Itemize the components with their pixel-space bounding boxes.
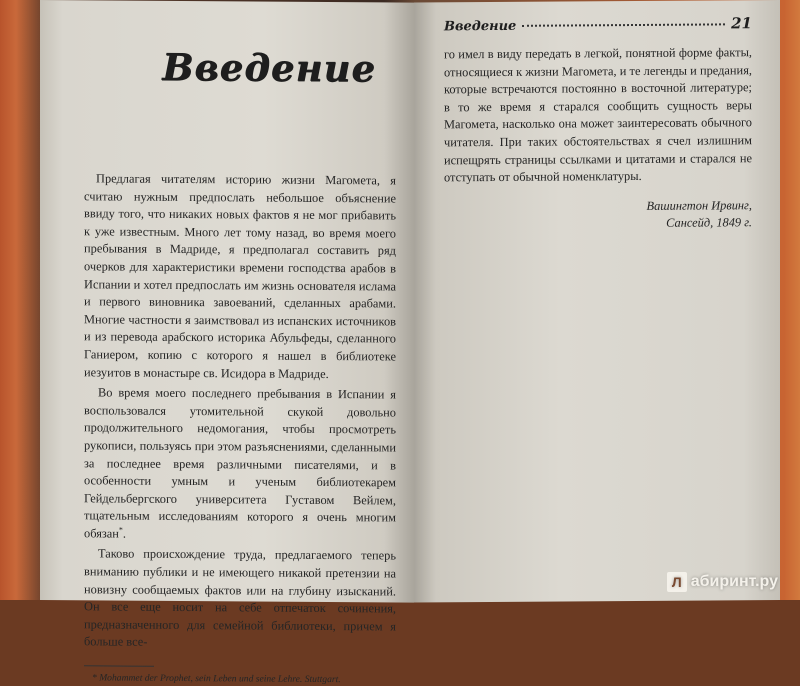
signature-place-date: Сансейд, 1849 г.	[666, 215, 752, 231]
chapter-title: Введение	[162, 44, 376, 91]
right-page	[414, 0, 780, 603]
left-page-body	[84, 170, 404, 653]
signature-name: Вашингтон Ирвинг,	[646, 197, 752, 213]
author-signature	[444, 197, 752, 234]
paragraph: Во время моего последнего пребывания в Испании я воспользовался утомительной скукой довольно продолжительного недомогания, чтобы просмотреть рукописи, пользуясь при этом разъяснениями, сделанными за последнее время различными писателями, и в особенности умным и ученым библиотекарем Гейдельбергского университета Густавом Вейлем, тщательным исследованиям которого я очень многим обязан*.	[84, 385, 396, 541]
footnote: * Mohammet der Prophet, sein Leben und seine Lehre. Stuttgart.	[92, 672, 341, 686]
left-page	[40, 0, 414, 686]
book-icon: Л	[667, 572, 687, 592]
running-header	[444, 14, 752, 34]
running-header-title: Введение	[444, 18, 517, 35]
watermark	[667, 572, 778, 592]
right-page-body	[444, 44, 752, 187]
paragraph-text: Во время моего последнего пребывания в Испании я воспользовался утомительной скукой довольно продолжительного недомогания, чтобы просмотреть рукописи, пользуясь при этом разъяснениями, сделанными за последнее время различными писателями, и в особенности умным и ученым библиотекарем Гейдельбергского университета Густавом Вейлем, тщательным исследованиям которого я очень многим обязан	[84, 385, 396, 541]
watermark-text: абиринт.ру	[690, 573, 778, 590]
paragraph: Таково происхождение труда, предлагаемого теперь вниманию публики и не имеющего никакой претензии на новизну сообщаемых фактов или на глубину изысканий. Он все еще носит на себе отпечаток сочинения, предназначенного для семейной библиотеки, причем я больше все-	[84, 546, 396, 650]
dotted-leader	[522, 23, 725, 26]
paragraph: Предлагая читателям историю жизни Магомета, я считаю нужным предпослать небольшое объяснение ввиду того, что никаких новых фактов я не мог прибавить к уже известным. Много лет тому назад, во время моего пребывания в Мадриде, я предполагал составить ряд очерков для характеристики времени господства арабов в Испании и хотел предпослать им жизнь основателя ислама и первого виновника завоеваний, сделанных арабами. Многие частности я заимствовал из испанских источников и из перевода арабского историка Абульфеды, сделанного Ганиером, копию с которого я нашел в библиотеке иезуитов в монастыре св. Исидора в Мадриде.	[84, 171, 396, 381]
footnote-marker: *	[118, 525, 123, 535]
footnote-divider	[84, 665, 154, 666]
page-number: 21	[731, 14, 752, 33]
paragraph: го имел в виду передать в легкой, понятной форме факты, относящиеся к жизни Магомета, и те легенды и предания, которые встречаются постоянно в восточной литературе; в то же время я старался сообщить сущность веры Магомета, насколько она может заинтересовать обычного читателя. При таких обстоятельствах я счел излишним испещрять страницы ссылками и цитатами и старался не отступать от обычной номенклатуры.	[444, 45, 752, 185]
